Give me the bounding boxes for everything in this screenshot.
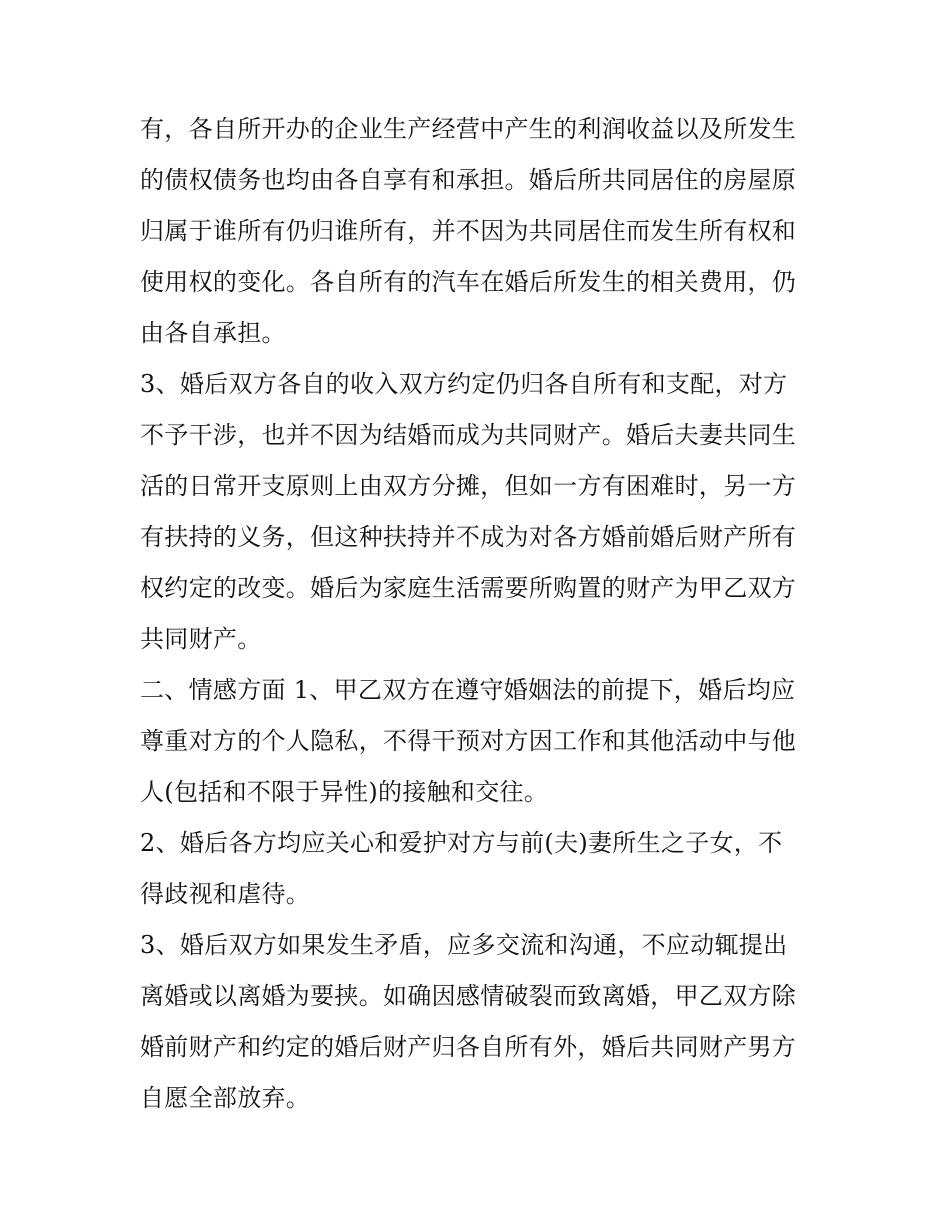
text-line: 共同财产。 [140,625,262,653]
text-line: 由各自承担。 [140,319,286,347]
text-line: 2、婚后各方均应关心和爱护对方与前(夫)妻所生之子女，不 [140,829,783,857]
paragraph-property-continued [140,104,815,359]
document-body [140,104,815,1124]
text-line: 人(包括和不限于异性)的接触和交往。 [140,778,549,806]
text-line: 尊重对方的个人隐私，不得干预对方因工作和其他活动中与他 [140,727,797,755]
text-line: 有，各自所开办的企业生产经营中产生的利润收益以及所发生 [140,115,797,143]
text-line: 婚前财产和约定的婚后财产归各自所有外，婚后共同财产男方 [140,1033,797,1061]
text-line: 自愿全部放弃。 [140,1084,311,1112]
text-line: 得歧视和虐待。 [140,880,311,908]
text-line: 归属于谁所有仍归谁所有，并不因为共同居住而发生所有权和 [140,217,797,245]
text-line: 二、情感方面 1、甲乙双方在遵守婚姻法的前提下，婚后均应 [140,676,796,704]
text-line: 权约定的改变。婚后为家庭生活需要所购置的财产为甲乙双方 [140,574,797,602]
text-line: 的债权债务也均由各自享有和承担。婚后所共同居住的房屋原 [140,166,797,194]
paragraph-emotional-section [140,665,815,818]
text-line: 离婚或以离婚为要挟。如确因感情破裂而致离婚，甲乙双方除 [140,982,797,1010]
text-line: 3、婚后双方如果发生矛盾，应多交流和沟通，不应动辄提出 [140,931,788,959]
text-line: 不予干涉，也并不因为结婚而成为共同财产。婚后夫妻共同生 [140,421,797,449]
text-line: 活的日常开支原则上由双方分摊，但如一方有困难时，另一方 [140,472,797,500]
text-line: 有扶持的义务，但这种扶持并不成为对各方婚前婚后财产所有 [140,523,797,551]
text-line: 使用权的变化。各自所有的汽车在婚后所发生的相关费用，仍 [140,268,797,296]
text-line: 3、婚后双方各自的收入双方约定仍归各自所有和支配，对方 [140,370,788,398]
paragraph-income-clause [140,359,815,665]
paragraph-conflict-clause [140,920,815,1124]
paragraph-children-clause [140,818,815,920]
